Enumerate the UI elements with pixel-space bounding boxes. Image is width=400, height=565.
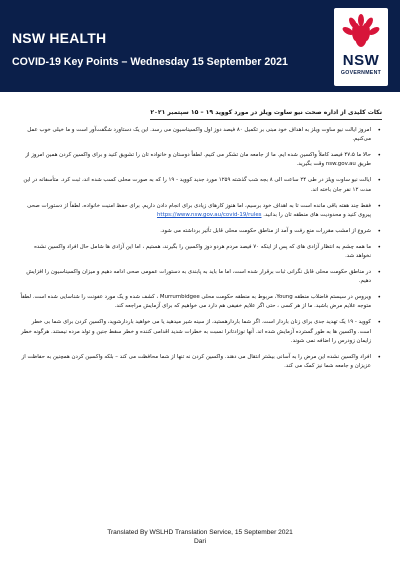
point-text: حالا ما ۴۷،۵ فیصد کاملاً واکسین شده ایم. ما از جامعه مان تشکر می کنیم. لطفاً دوستان و خانواده تان را تشویق کنید و برای واکسین کردن همین امروز از طریق nsw.gov.au وقت بگیرید. xyxy=(25,152,371,168)
point-text: افراد واکسین نشده این مرض را به آسانی بیشتر انتقال می دهند. واکسین کردن نه تنها از شما محافظت می کند – بلکه واکسین کردن همچنین به حفاظت از عزیزان و جامعه شما نیز کمک می کند. xyxy=(21,353,371,369)
covid-rules-link[interactable]: https://www.nsw.gov.au/covid-19/rules xyxy=(156,211,262,218)
nsw-government-logo xyxy=(334,8,388,86)
point-text: ویروس در سیستم فاضلاب منطقه Young، مربوط به منطقه حکومت محلی Murrumbidgee ، کشف شده و یک مورد عفونت را شناسایی شده است. لطفاً متوجه علایم مرض باشید. ما از هر کسی ، حتی اگر علایم خفیفی هم دارد می خواهیم که برای آزمایش مراجعه کند. xyxy=(20,294,371,310)
point-text: در مناطق حکومت محلی قابل نگرانی ثبات برقرار شده است، اما ما باید به پابندی به دستورات عمومی صحی ادامه دهیم و میزان واکسیناسیون را افزایش دهیم. xyxy=(26,268,371,285)
list-item xyxy=(20,318,382,346)
list-item xyxy=(20,243,382,262)
point-text: کووید - ۱۹ یک تهدید جدی برای زنان باردار است. اگر شما باردارهستید، از سینه شیر میدهید یا می خواهید باردارشوید، واکسین کردن برای شما بی خطر است. واکسین ها به طور گسترده آزمایش شده اند. آنها نوزادتانرا نسبت به خطرات شدید اقدامی کننده و خطر سقط جنین و تولد مرده نیستند. هرگونه خطر زایمان زودرس را اضافه نمی شوند. xyxy=(21,319,371,344)
language-label: Dari xyxy=(193,538,207,545)
translation-credit: Translated By WSLHD Translation Service, 15 September 2021 xyxy=(107,529,293,536)
page-subtitle: COVID-19 Key Points – Wednesday 15 September 2021 xyxy=(12,56,288,68)
page-footer xyxy=(0,528,400,546)
list-item xyxy=(20,293,382,312)
key-points-list xyxy=(20,126,382,371)
list-item xyxy=(20,227,382,236)
list-item xyxy=(20,268,382,287)
point-text: شروع از امشب مقررات منع رفت و آمد از مناطق حکومت محلی قابل تأثیر برداشته می شود. xyxy=(160,227,371,234)
document-title: نکات کلیدی از اداره صحت نیو ساوت ویلز در مورد کووید ۱۹ – ۱۵ سپتمبر ۲۰۲۱ xyxy=(150,108,382,120)
list-item xyxy=(20,202,382,221)
list-item xyxy=(20,176,382,195)
waratah-flower-icon xyxy=(340,12,382,52)
list-item xyxy=(20,126,382,145)
list-item xyxy=(20,151,382,170)
page-header xyxy=(0,0,400,92)
point-text: امروز ایالت نیو ساوت ویلز به اهداف خود مبنی بر تکمیل ۸۰ فیصد دوز اول واکسیناسیون می رسد. این یک دستاورد شگفت‌آور است و ما خیلی خوب عمل می‌کنیم. xyxy=(27,127,371,143)
org-name: NSW HEALTH xyxy=(12,30,107,46)
point-text: ایالت نیو ساوت ویلز در طی ۲۴ ساعت الی ۸ بجه شب گذشته ۱۲۵۹ مورد جدید کووید - ۱۹ را که به صورت محلی کسب شده اند، ثبت کرد. متأسفانه در این مدت ۱۲ نفر جان باخته اند. xyxy=(23,177,371,193)
logo-subtext: GOVERNMENT xyxy=(340,70,382,76)
document-body xyxy=(20,99,382,378)
list-item xyxy=(20,353,382,372)
point-text: ما همه چشم به انتظار آزادی های که پس از اینکه ۷۰ فیصد مردم هردو دوز واکسین را بگیرند، هستیم ، اما این آزادی ها شامل حال افراد واکسین نشده نخواهد شد. xyxy=(34,243,371,259)
logo-wordmark: NSW xyxy=(342,52,380,69)
point-text: فقط چند هفته باقی مانده است تا به اهداف خود برسیم، اما هنوز کارهای زیادی برای انجام دادن داریم. برای حفظ امنیت خانواده، لطفاً از دستورات صحی پیروی کنید و محدودیت های منطقه تان را بدانید. xyxy=(27,202,371,218)
